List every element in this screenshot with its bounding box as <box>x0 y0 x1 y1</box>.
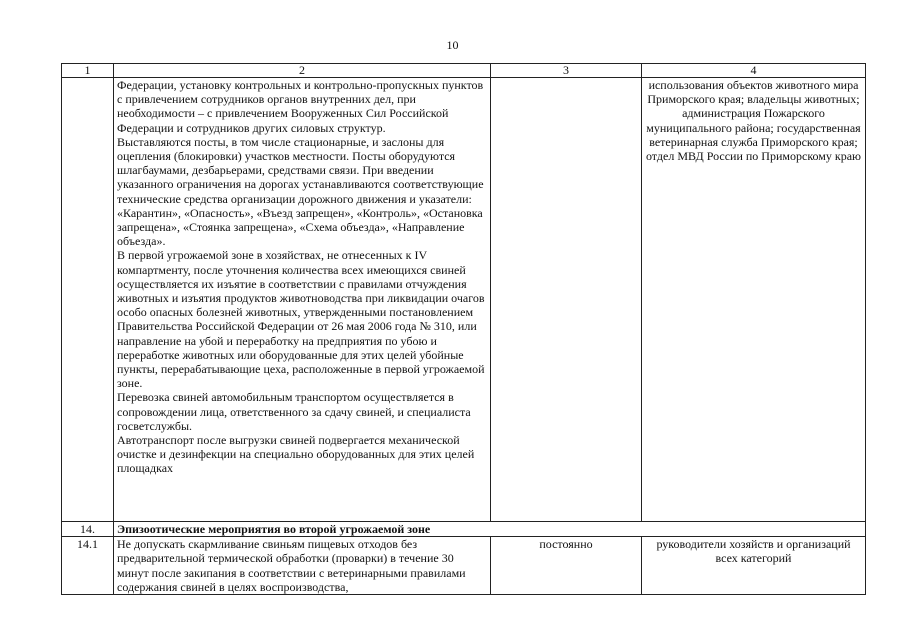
paragraph: Автотранспорт после выгрузки свиней подвергается механической очистке и дезинфекции на специально оборудованных для этих целей площадках <box>117 433 475 476</box>
responsible-cell: использования объектов животного мира Приморского края; владельцы животных; администрация Пожарского муниципального района; государственная ветеринарная служба Приморского края; отдел МВД России по Приморскому краю <box>642 78 866 522</box>
header-cell-4: 4 <box>642 64 866 78</box>
section-row <box>62 522 866 537</box>
paragraph: В первой угрожаемой зоне в хозяйствах, не отнесенных к IV компартменту, после уточнения количества всех имеющихся свиней осуществляется их изъятие в соответствии с правилами отчуждения животных и изъятия продуктов животноводства при ликвидации очагов особо опасных болезней животных, утвержденными постановлением Правительства Российской Федерации от 26 мая 2006 года № 310, или направление на убой и переработку на предприятия по убою и переработке животных или оборудованные для этих целей убойные пункты, перерабатывающие цеха, расположенные в первой угрожаемой зоне. <box>117 248 485 391</box>
measure-text: Не допускать скармливание свиньям пищевых отходов без предварительной термической обработки (проварки) в течение 30 минут после закипания в соответствии с ветеринарными правилами содержания свиней в целях воспроизводства, <box>114 537 491 595</box>
row-number <box>62 78 114 522</box>
section-title: Эпизоотические мероприятия во второй угрожаемой зоне <box>114 522 866 537</box>
section-number: 14. <box>62 522 114 537</box>
paragraph: Выставляются посты, в том числе стационарные, и заслоны для оцепления (блокировки) участков местности. Посты оборудуются шлагбаумами, дезбарьерами, средствами связи. При введении указанного ограничения на дорогах устанавливаются соответствующие технические средства организации дорожного движения и указатели: «Карантин», «Опасность», «Въезд запрещен», «Контроль», «Остановка запрещена», «Стоянка запрещена», «Схема объезда», «Направление объезда». <box>117 134 484 249</box>
header-cell-2: 2 <box>114 64 491 78</box>
responsible-cell: руководители хозяйств и организаций всех категорий <box>642 537 866 595</box>
row-number: 14.1 <box>62 537 114 595</box>
paragraph: Перевозка свиней автомобильным транспортом осуществляется в сопровождении лица, ответственного за сдачу свиней, и специалиста госветслужбы. <box>117 390 471 433</box>
term-cell: постоянно <box>491 537 642 595</box>
table-row <box>62 537 866 595</box>
table-row-continued <box>62 78 866 522</box>
measure-text <box>114 78 491 522</box>
page-number: 10 <box>446 38 459 52</box>
header-cell-3: 3 <box>491 64 642 78</box>
table-header-row <box>62 64 866 78</box>
header-cell-1: 1 <box>62 64 114 78</box>
measures-table <box>61 63 866 595</box>
term-cell <box>491 78 642 522</box>
paragraph: Федерации, установку контрольных и контрольно-пропускных пунктов с привлечением сотрудников органов внутренних дел, при необходимости – с привлечением Вооруженных Сил Российской Федерации и сотрудников других силовых структур. <box>117 78 484 135</box>
